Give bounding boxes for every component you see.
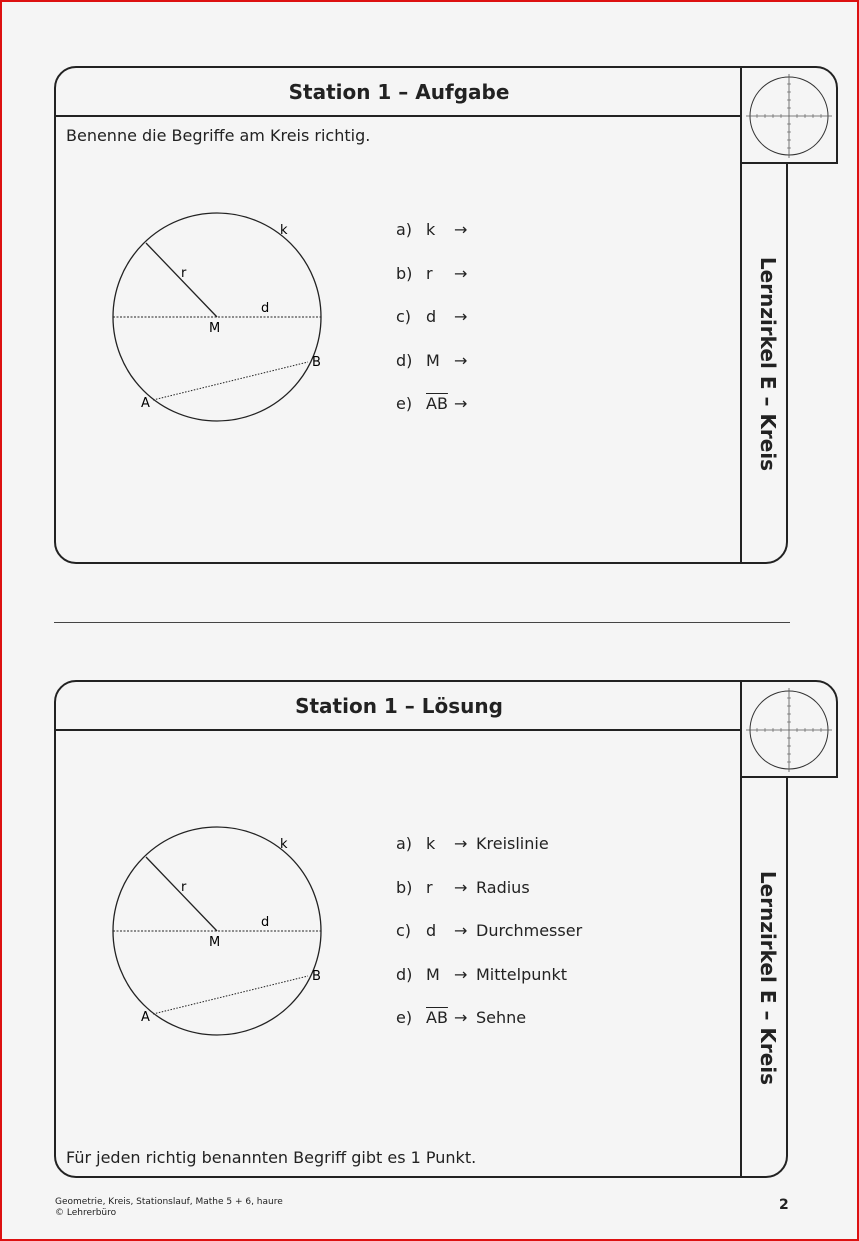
chord-line [153, 976, 308, 1014]
circle-logo-box [740, 680, 838, 778]
label-d: d [261, 915, 270, 930]
answer-row: a) k → Kreislinie [396, 834, 549, 853]
task-title: Station 1 – Aufgabe [56, 68, 742, 117]
label-a: A [141, 396, 150, 411]
label-m: M [209, 321, 221, 336]
task-card [54, 66, 838, 566]
answer-row: d) M → Mittelpunkt [396, 964, 568, 984]
page-footer [55, 1197, 283, 1219]
footer-line-2: © Lehrerbüro [55, 1208, 117, 1218]
task-instruction: Benenne die Begriffe am Kreis richtig. [66, 126, 371, 145]
chord-line [153, 362, 308, 400]
side-label: Lernzirkel E – Kreis [756, 870, 781, 1086]
label-k: k [280, 837, 288, 852]
solution-title: Station 1 – Lösung [56, 682, 742, 731]
answer-row: c) d → [396, 307, 468, 326]
circle-crosshair-icon [742, 68, 836, 162]
task-answer-list [396, 220, 476, 438]
label-a: A [141, 1010, 150, 1025]
label-k: k [280, 223, 288, 238]
answer-row: d) M → [396, 350, 468, 370]
circle-logo-box [740, 66, 838, 164]
page-number: 2 [779, 1197, 789, 1213]
answer-row: e) $\overline{AB}$ → Sehne [396, 1008, 527, 1027]
solution-card [54, 680, 838, 1180]
footer-line-1: Geometrie, Kreis, Stationslauf, Mathe 5 + 6, haure [55, 1197, 283, 1207]
label-r: r [181, 880, 187, 895]
label-d: d [261, 301, 270, 316]
circle-crosshair-icon [742, 682, 836, 776]
label-b: B [312, 969, 321, 984]
side-label: Lernzirkel E – Kreis [756, 256, 781, 472]
scoring-note: Für jeden richtig benannten Begriff gibt es 1 Punkt. [66, 1148, 477, 1167]
circle-diagram [109, 823, 339, 1043]
label-r: r [181, 266, 187, 281]
answer-row: c) d → Durchmesser [396, 921, 583, 940]
label-b: B [312, 355, 321, 370]
answer-row: a) k → [396, 220, 468, 239]
label-m: M [209, 935, 221, 950]
answer-row: b) r → Radius [396, 877, 530, 897]
cut-line [54, 622, 790, 623]
circle-diagram [109, 209, 339, 429]
answer-row: b) r → [396, 263, 468, 283]
answer-row: e) $\overline{AB}$ → [396, 394, 468, 413]
solution-answer-list [396, 834, 582, 1052]
